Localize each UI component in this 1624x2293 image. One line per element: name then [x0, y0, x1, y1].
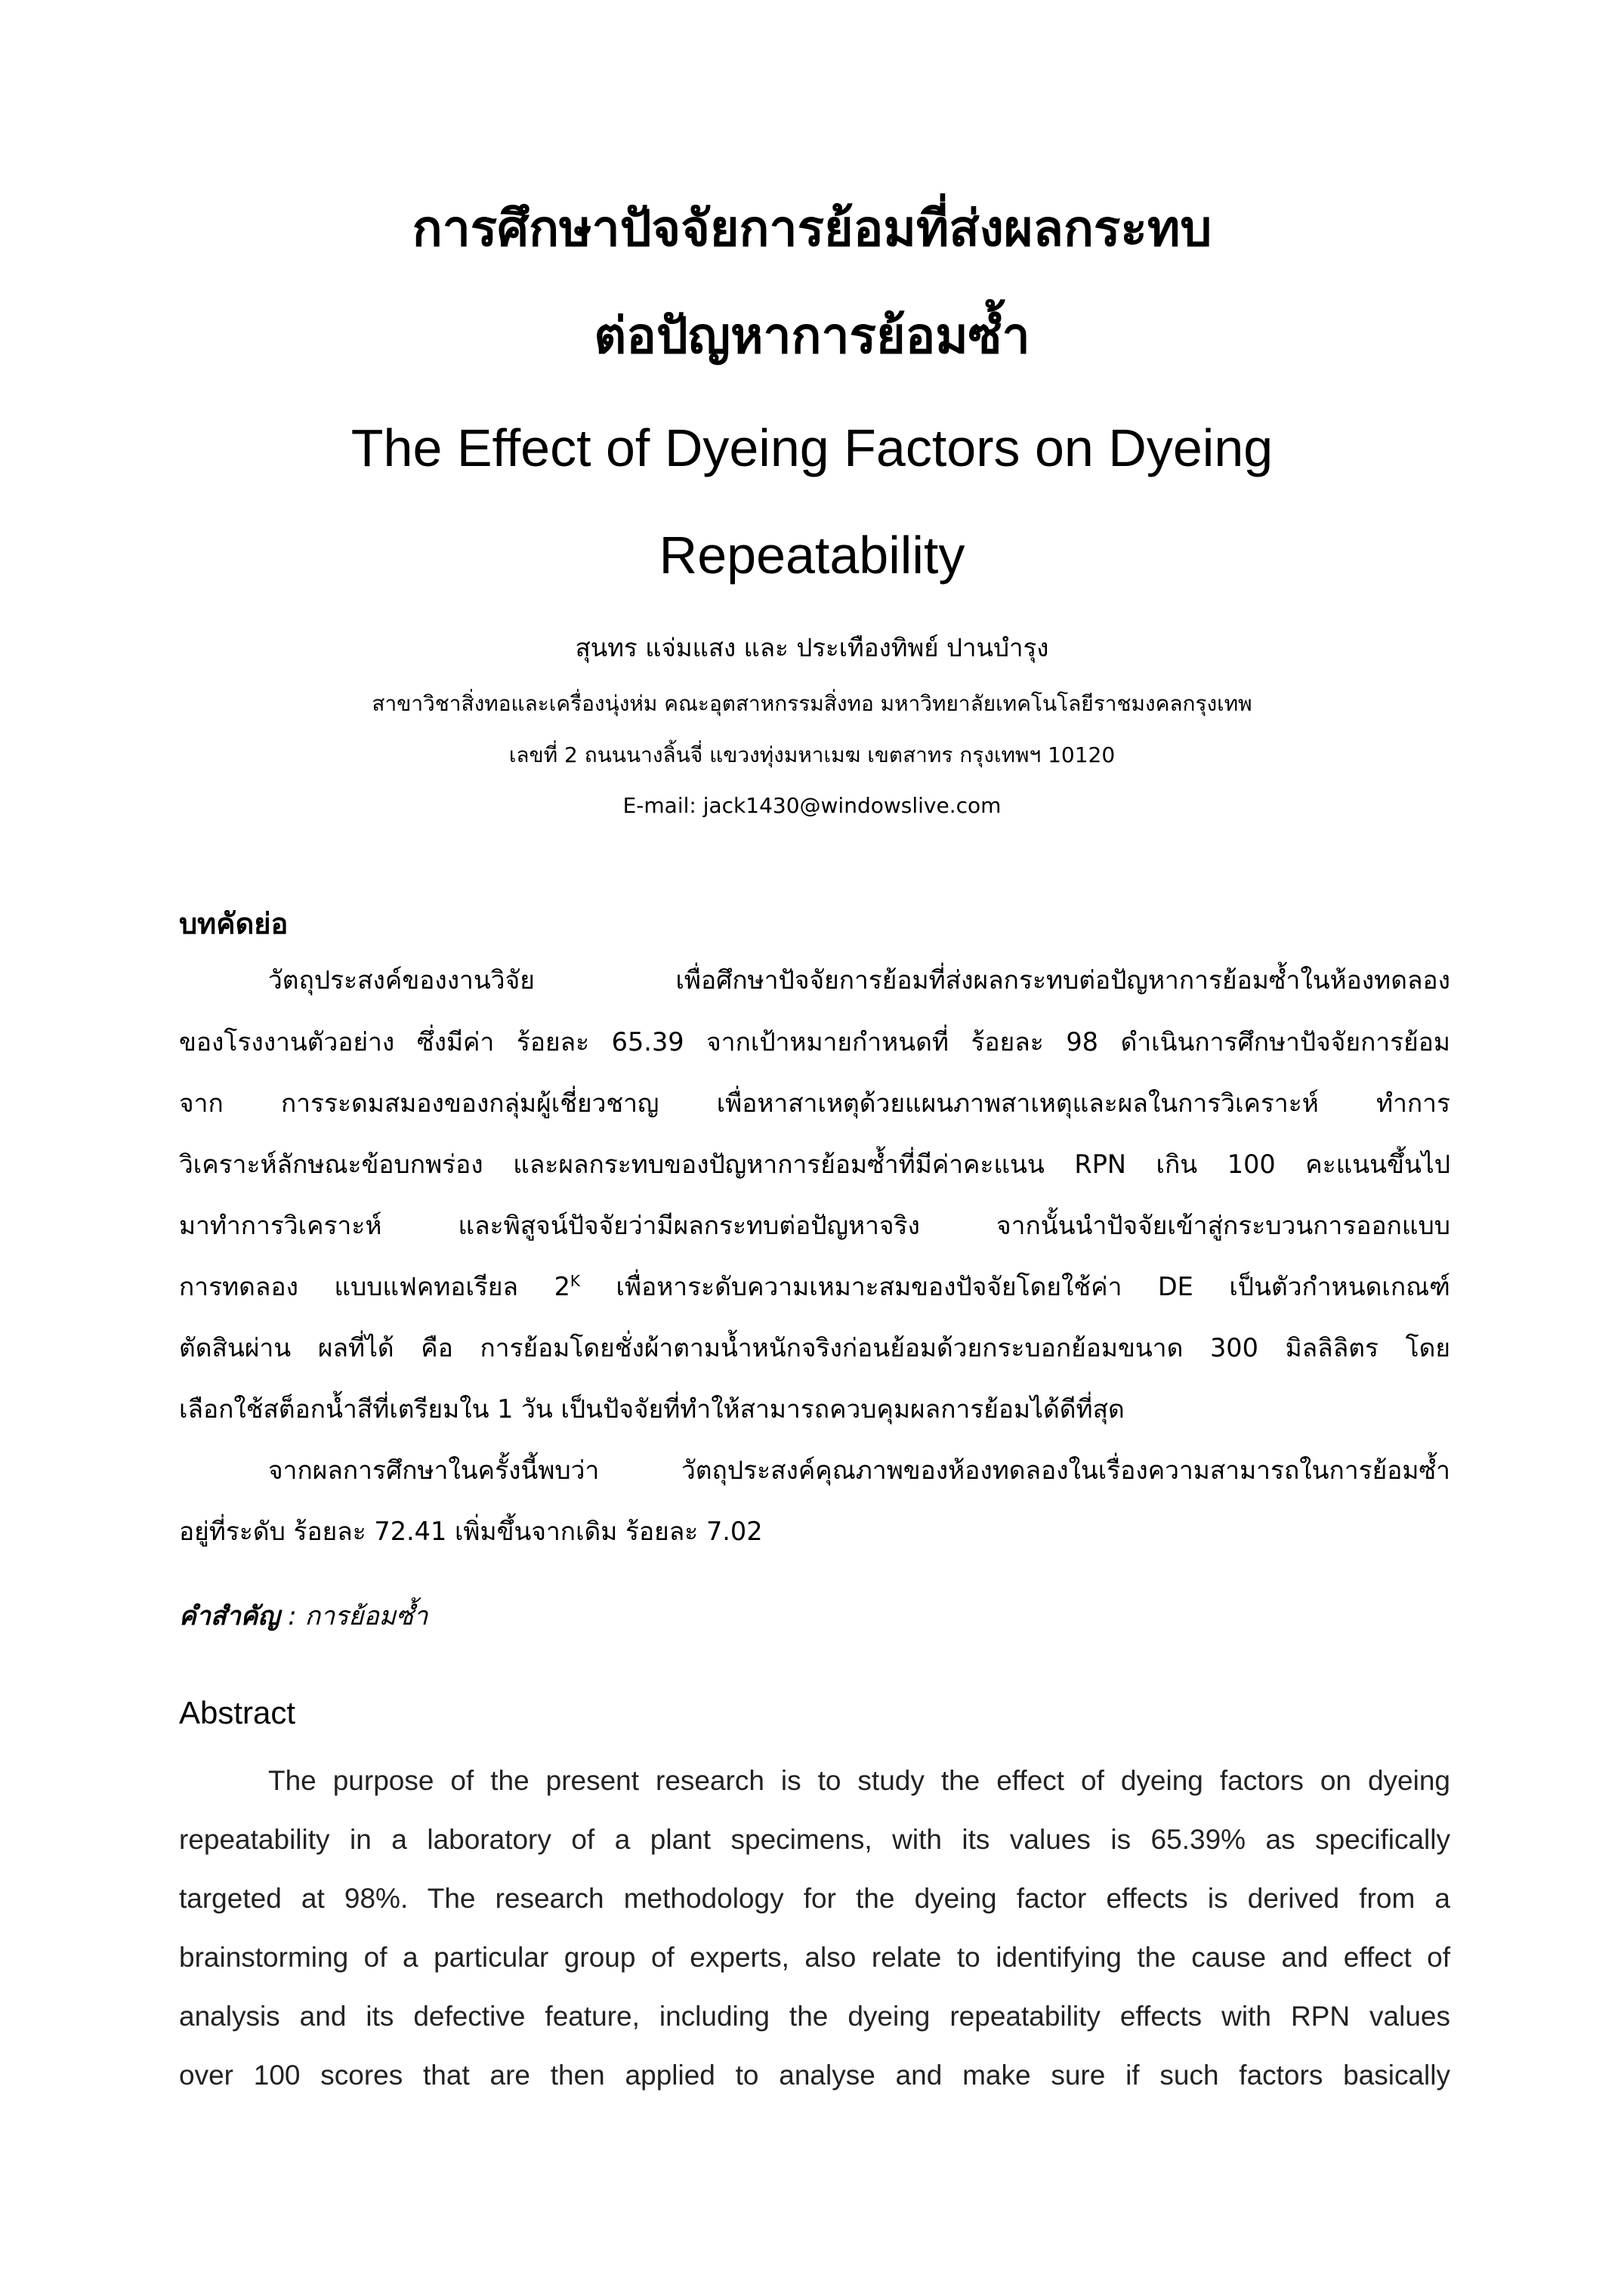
- superscript-k: K: [570, 1271, 581, 1290]
- abstract-thai-para2-line: จากผลการศึกษาในครั้งนี้พบว่า วัตถุประสงค์คุณภาพของห้องทดลองในเรื่องความสามารถในการย้อมซ้ำ: [268, 1455, 1450, 1485]
- abstract-english-line: over 100 scores that are then applied to analyse and make sure if such factors basically: [179, 2060, 1450, 2091]
- abstract-thai-line-part: เพื่อหาระดับความเหมาะสมของปัจจัยโดยใช้ค่า DE เป็นตัวกำหนดเกณฑ์: [580, 1272, 1450, 1301]
- abstract-thai-line-with-superscript: [179, 1267, 1450, 1307]
- affiliation-email: E-mail: jack1430@windowslive.com: [622, 793, 1002, 818]
- keywords: [179, 1597, 428, 1636]
- abstract-thai-line: เลือกใช้สต็อกน้ำสีที่เตรียมใน 1 วัน เป็นปัจจัยที่ทำให้สามารถควบคุมผลการย้อมได้ดีที่สุด: [179, 1394, 1125, 1424]
- abstract-thai-line: มาทำการวิเคราะห์ และพิสูจน์ปัจจัยว่ามีผลกระทบต่อปัญหาจริง จากนั้นนำปัจจัยเข้าสู่กระบวนการออกแบบ: [179, 1211, 1450, 1240]
- abstract-thai-line-part: การทดลอง แบบแฟคทอเรียล 2: [179, 1272, 570, 1301]
- abstract-english-line: analysis and its defective feature, including the dyeing repeatability effects with RPN values: [179, 2001, 1450, 2032]
- title-english-line-2: Repeatability: [659, 526, 965, 585]
- authors: สุนทร แจ่มแสง และ ประเทืองทิพย์ ปานบำรุง: [575, 633, 1049, 662]
- title-english-line-1: The Effect of Dyeing Factors on Dyeing: [350, 418, 1274, 477]
- keywords-value: การย้อมซ้ำ: [304, 1601, 428, 1631]
- abstract-english-line: targeted at 98%. The research methodology for the dyeing factor effects is derived from a: [179, 1883, 1450, 1914]
- keywords-separator: :: [279, 1601, 305, 1631]
- abstract-english-line: repeatability in a laboratory of a plant specimens, with its values is 65.39% as specifically: [179, 1824, 1450, 1855]
- affiliation-line-1: สาขาวิชาสิ่งทอและเครื่องนุ่งห่ม คณะอุตสาหกรรมสิ่งทอ มหาวิทยาลัยเทคโนโลยีราชมงคลกรุงเทพ: [372, 691, 1252, 716]
- abstract-english-line: brainstorming of a particular group of experts, also relate to identifying the cause and effect of: [179, 1942, 1450, 1973]
- abstract-thai-line: ของโรงงานตัวอย่าง ซึ่งมีค่า ร้อยละ 65.39 จากเป้าหมายกำหนดที่ ร้อยละ 98 ดำเนินการศึกษาปัจจัยการย้อม: [179, 1027, 1450, 1057]
- abstract-thai-line: วัตถุประสงค์ของงานวิจัย เพื่อศึกษาปัจจัยการย้อมที่ส่งผลกระทบต่อปัญหาการย้อมซ้ำในห้องทดลอง: [268, 965, 1450, 995]
- abstract-thai-para2-line: อยู่ที่ระดับ ร้อยละ 72.41 เพิ่มขึ้นจากเดิม ร้อยละ 7.02: [179, 1517, 763, 1546]
- affiliation-line-2: เลขที่ 2 ถนนนางลิ้นจี่ แขวงทุ่งมหาเมฆ เขตสาทร กรุงเทพฯ 10120: [508, 742, 1116, 767]
- abstract-english-line: The purpose of the present research is to study the effect of dyeing factors on dyeing: [268, 1765, 1450, 1796]
- abstract-thai-line: ตัดสินผ่าน ผลที่ได้ คือ การย้อมโดยชั่งผ้าตามน้ำหนักจริงก่อนย้อมด้วยกระบอกย้อมขนาด 300 มิลลิลิตร โดย: [179, 1333, 1450, 1363]
- keywords-label: คำสำคัญ: [179, 1601, 280, 1631]
- abstract-thai-line: วิเคราะห์ลักษณะข้อบกพร่อง และผลกระทบของปัญหาการย้อมซ้ำที่มีค่าคะแนน RPN เกิน 100 คะแนนขึ้นไป: [179, 1150, 1450, 1179]
- abstract-english-heading: Abstract: [179, 1695, 296, 1730]
- abstract-thai-heading: บทคัดย่อ: [179, 907, 289, 940]
- title-thai-line-2: ต่อปัญหาการย้อมซ้ำ: [594, 307, 1030, 365]
- title-thai-line-1: การศึกษาปัจจัยการย้อมที่ส่งผลกระทบ: [412, 199, 1212, 258]
- abstract-thai-line: จาก การระดมสมองของกลุ่มผู้เชี่ยวชาญ เพื่อหาสาเหตุด้วยแผนภาพสาเหตุและผลในการวิเคราะห์ ทำการ: [179, 1088, 1450, 1118]
